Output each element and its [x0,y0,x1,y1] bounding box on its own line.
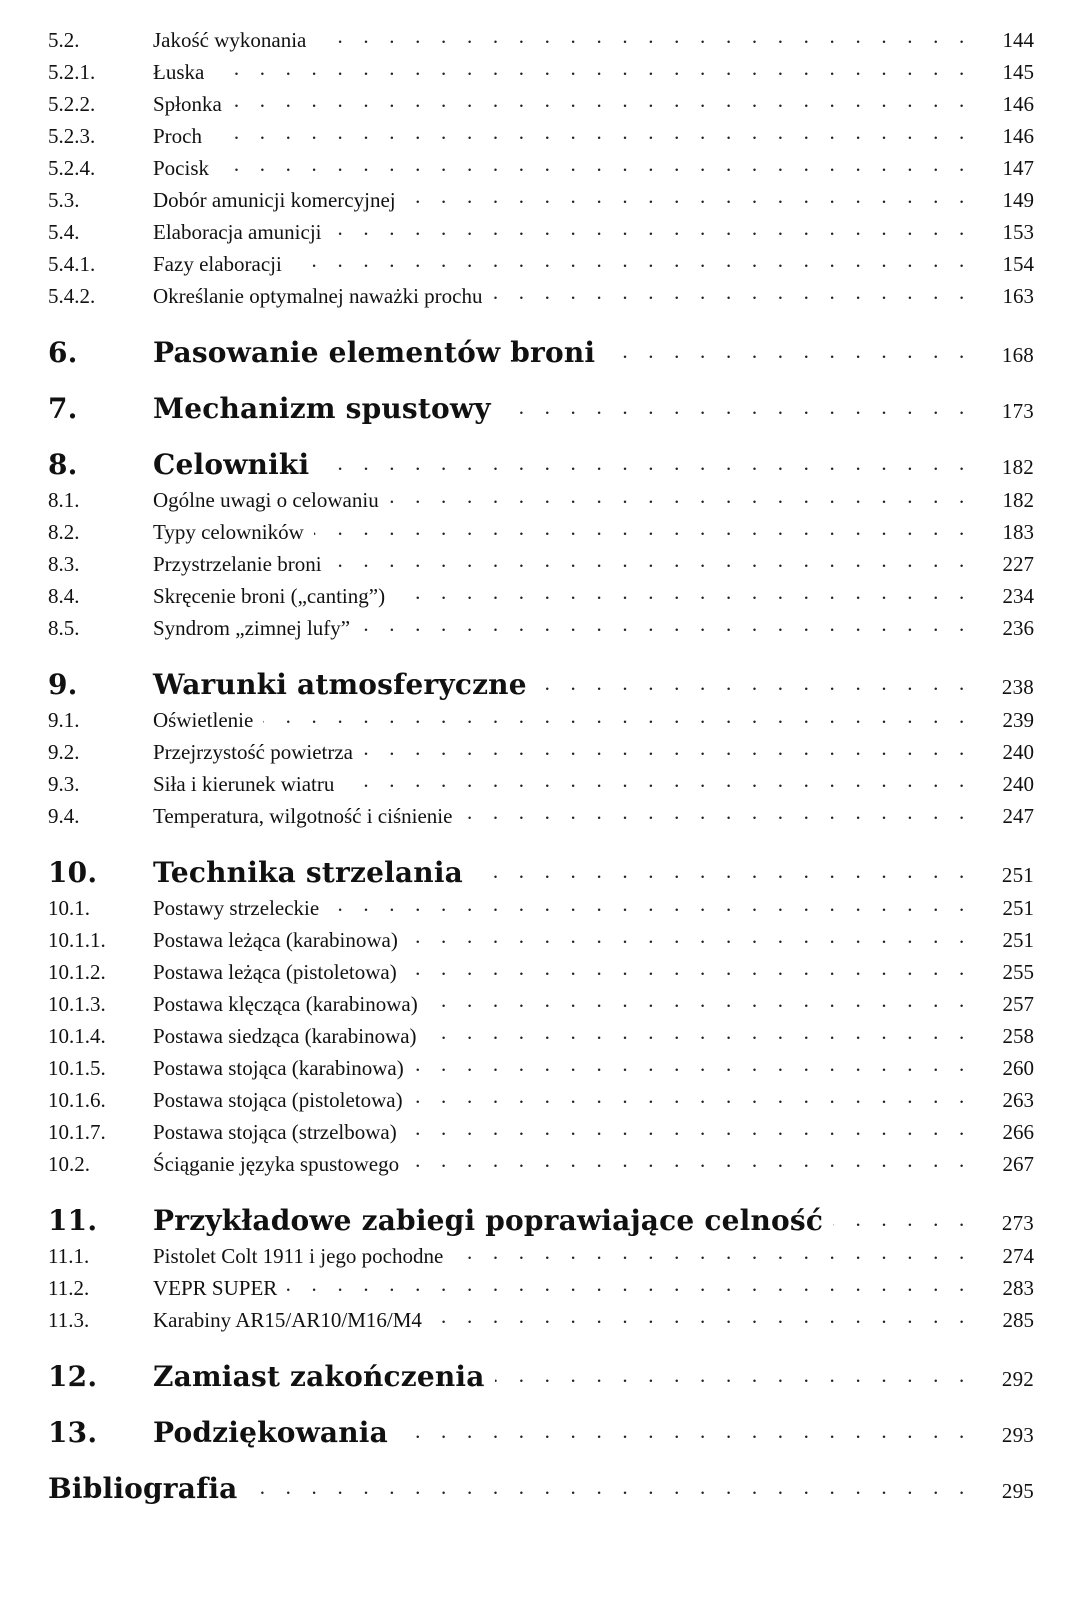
entry-page-number: 263 [1002,1088,1034,1112]
entry-page-number: 147 [1002,156,1034,180]
entry-title: Zamiast zakończenia [153,1360,485,1393]
entry-number: 10.1.3. [48,992,106,1016]
entry-number: 8.1. [48,488,80,512]
entry-title: Warunki atmosferyczne [153,668,527,701]
entry-page-number: 144 [1002,28,1034,52]
entry-title: Bibliografia [48,1472,238,1505]
dot-leader [413,1086,972,1107]
dot-leader [232,90,972,111]
dot-leader [473,854,972,882]
entry-number: 12. [48,1360,98,1393]
dot-leader [537,666,972,694]
entry-page-number: 182 [1002,488,1034,512]
toc-section-entry [48,56,1034,88]
entry-number: 5.2.4. [48,156,96,180]
entry-title: Skręcenie broni („canting”) [153,584,386,608]
entry-title: Postawy strzeleckie [153,896,320,920]
entry-title: Ściąganie języka spustowego [153,1152,400,1176]
toc-section-entry [48,736,1034,768]
entry-title: VEPR SUPER [153,1276,278,1300]
entry-title: Przejrzystość powietrza [153,740,354,764]
entry-title: Oświetlenie [153,708,254,732]
entry-number: 10.1.7. [48,1120,106,1144]
toc-chapter-entry [48,854,1034,888]
dot-leader [360,614,972,635]
dot-leader [214,58,972,79]
entry-page-number: 258 [1002,1024,1034,1048]
dot-leader [407,958,972,979]
entry-number: 10.1.6. [48,1088,106,1112]
entry-title: Typy celowników [153,520,304,544]
toc-section-entry [48,1020,1034,1052]
entry-page-number: 183 [1002,520,1034,544]
entry-title: Postawa leżąca (pistoletowa) [153,960,397,984]
dot-leader [432,1306,972,1327]
dot-leader [389,486,972,507]
dot-leader [453,1242,972,1263]
toc-section-entry [48,1304,1034,1336]
toc-chapter-entry [48,1414,1034,1448]
dot-leader [605,334,972,362]
entry-number: 11.1. [48,1244,90,1268]
toc-section-entry [48,24,1034,56]
entry-page-number: 154 [1002,252,1034,276]
entry-number: 5.4. [48,220,80,244]
entry-title: Technika strzelania [153,856,464,889]
dot-leader [332,550,972,571]
dot-leader [833,1202,972,1230]
toc-chapter-entry [48,334,1034,368]
entry-number: 10.1.5. [48,1056,106,1080]
toc-section-entry [48,1084,1034,1116]
entry-number: 5.4.1. [48,252,96,276]
entry-title: Postawa stojąca (strzelbowa) [153,1120,397,1144]
dot-leader [427,1022,972,1043]
dot-leader [406,186,972,207]
dot-leader [263,706,972,727]
dot-leader [462,802,972,823]
toc-section-entry [48,216,1034,248]
dot-leader [398,1414,972,1442]
entry-title: Jakość wykonania [153,28,307,52]
entry-title: Dobór amunicji komercyjnej [153,188,396,212]
toc-chapter-entry [48,390,1034,424]
dot-leader [408,926,972,947]
entry-page-number: 145 [1002,60,1034,84]
entry-number: 8. [48,448,78,481]
dot-leader [363,738,972,759]
dot-leader [344,770,972,791]
entry-page-number: 255 [1002,960,1034,984]
entry-title: Temperatura, wilgotność i ciśnienie [153,804,453,828]
dot-leader [316,26,972,47]
entry-page-number: 273 [1001,1211,1034,1235]
entry-number: 11. [48,1204,98,1237]
entry-title: Pistolet Colt 1911 i jego pochodne [153,1244,444,1268]
entry-title: Fazy elaboracji [153,252,282,276]
dot-leader [287,1274,972,1295]
entry-title: Postawa klęcząca (karabinowa) [153,992,418,1016]
entry-title: Elaboracja amunicji [153,220,322,244]
entry-number: 9.4. [48,804,80,828]
toc-section-entry [48,1148,1034,1180]
entry-page-number: 247 [1002,804,1034,828]
entry-title: Karabiny AR15/AR10/M16/M4 [153,1308,422,1332]
entry-title: Podziękowania [153,1416,388,1449]
dot-leader [414,1054,972,1075]
entry-number: 8.2. [48,520,80,544]
dot-leader [409,1150,972,1171]
toc-section-entry [48,1272,1034,1304]
entry-number: 6. [48,336,78,369]
entry-page-number: 292 [1001,1367,1034,1391]
entry-title: Spłonka [153,92,222,116]
entry-number: 11.2. [48,1276,90,1300]
entry-number: 10.2. [48,1152,90,1176]
entry-page-number: 182 [1001,455,1034,479]
entry-title: Przykładowe zabiegi poprawiające celność [153,1204,824,1237]
toc-section-entry [48,704,1034,736]
toc-section-entry [48,280,1034,312]
toc-section-entry [48,484,1034,516]
entry-page-number: 234 [1002,584,1034,608]
toc-section-entry [48,1240,1034,1272]
entry-page-number: 163 [1002,284,1034,308]
toc-section-entry [48,548,1034,580]
entry-title: Określanie optymalnej naważki prochu [153,284,483,308]
entry-page-number: 153 [1002,220,1034,244]
toc-section-entry [48,800,1034,832]
toc-section-entry [48,248,1034,280]
toc-section-entry [48,988,1034,1020]
entry-page-number: 274 [1002,1244,1034,1268]
toc-section-entry [48,924,1034,956]
dot-leader [248,1470,972,1498]
entry-number: 8.3. [48,552,80,576]
entry-number: 10.1. [48,896,90,920]
table-of-contents [48,24,1034,1504]
entry-title: Proch [153,124,202,148]
dot-leader [495,1358,972,1386]
entry-page-number: 260 [1002,1056,1034,1080]
dot-leader [332,218,972,239]
entry-page-number: 257 [1002,992,1034,1016]
entry-page-number: 266 [1002,1120,1034,1144]
entry-page-number: 283 [1002,1276,1034,1300]
entry-title: Postawa stojąca (karabinowa) [153,1056,404,1080]
entry-title: Łuska [153,60,205,84]
entry-number: 9.3. [48,772,80,796]
toc-section-entry [48,580,1034,612]
entry-number: 7. [48,392,78,425]
entry-title: Pocisk [153,156,210,180]
entry-page-number: 146 [1002,92,1034,116]
toc-section-entry [48,612,1034,644]
toc-chapter-entry [48,666,1034,700]
entry-page-number: 238 [1001,675,1034,699]
entry-number: 10.1.4. [48,1024,106,1048]
entry-page-number: 240 [1002,740,1034,764]
entry-page-number: 285 [1002,1308,1034,1332]
entry-title: Przystrzelanie broni [153,552,322,576]
entry-page-number: 227 [1002,552,1034,576]
entry-number: 9. [48,668,78,701]
entry-number: 10.1.1. [48,928,106,952]
toc-section-entry [48,152,1034,184]
dot-leader [319,446,972,474]
entry-title: Pasowanie elementów broni [153,336,596,369]
entry-number: 5.3. [48,188,80,212]
entry-number: 8.5. [48,616,80,640]
entry-page-number: 236 [1002,616,1034,640]
dot-leader [407,1118,972,1139]
entry-number: 5.2.3. [48,124,96,148]
toc-section-entry [48,516,1034,548]
toc-section-entry [48,1116,1034,1148]
toc-chapter-entry [48,446,1034,480]
entry-page-number: 240 [1002,772,1034,796]
entry-title: Postawa siedząca (karabinowa) [153,1024,417,1048]
dot-leader [329,894,972,915]
toc-chapter-entry [48,1358,1034,1392]
dot-leader [219,154,972,175]
entry-page-number: 168 [1001,343,1034,367]
dot-leader [428,990,972,1011]
toc-section-entry [48,956,1034,988]
entry-number: 5.2. [48,28,80,52]
toc-section-entry [48,892,1034,924]
entry-title: Syndrom „zimnej lufy” [153,616,351,640]
entry-number: 9.1. [48,708,80,732]
toc-section-entry [48,120,1034,152]
dot-leader [314,518,972,539]
entry-page-number: 239 [1002,708,1034,732]
dot-leader [395,582,972,603]
entry-page-number: 267 [1002,1152,1034,1176]
dot-leader [501,390,972,418]
entry-page-number: 173 [1001,399,1034,423]
entry-page-number: 251 [1002,896,1034,920]
entry-number: 5.4.2. [48,284,96,308]
entry-number: 10. [48,856,98,889]
entry-number: 11.3. [48,1308,90,1332]
entry-number: 5.2.1. [48,60,96,84]
entry-title: Siła i kierunek wiatru [153,772,335,796]
entry-title: Mechanizm spustowy [153,392,491,425]
entry-number: 10.1.2. [48,960,106,984]
entry-page-number: 251 [1001,863,1034,887]
dot-leader [492,282,972,303]
entry-title: Ogólne uwagi o celowaniu [153,488,379,512]
entry-page-number: 293 [1001,1423,1034,1447]
entry-page-number: 251 [1002,928,1034,952]
entry-number: 9.2. [48,740,80,764]
toc-section-entry [48,768,1034,800]
entry-number: 13. [48,1416,98,1449]
entry-page-number: 146 [1002,124,1034,148]
entry-title: Postawa leżąca (karabinowa) [153,928,398,952]
toc-chapter-entry [48,1202,1034,1236]
entry-number: 5.2.2. [48,92,96,116]
toc-chapter-entry [48,1470,1034,1504]
entry-title: Postawa stojąca (pistoletowa) [153,1088,403,1112]
toc-section-entry [48,184,1034,216]
entry-number: 8.4. [48,584,80,608]
dot-leader [212,122,972,143]
toc-section-entry [48,88,1034,120]
dot-leader [292,250,972,271]
entry-page-number: 149 [1002,188,1034,212]
entry-title: Celowniki [153,448,310,481]
toc-section-entry [48,1052,1034,1084]
entry-page-number: 295 [1001,1479,1034,1503]
